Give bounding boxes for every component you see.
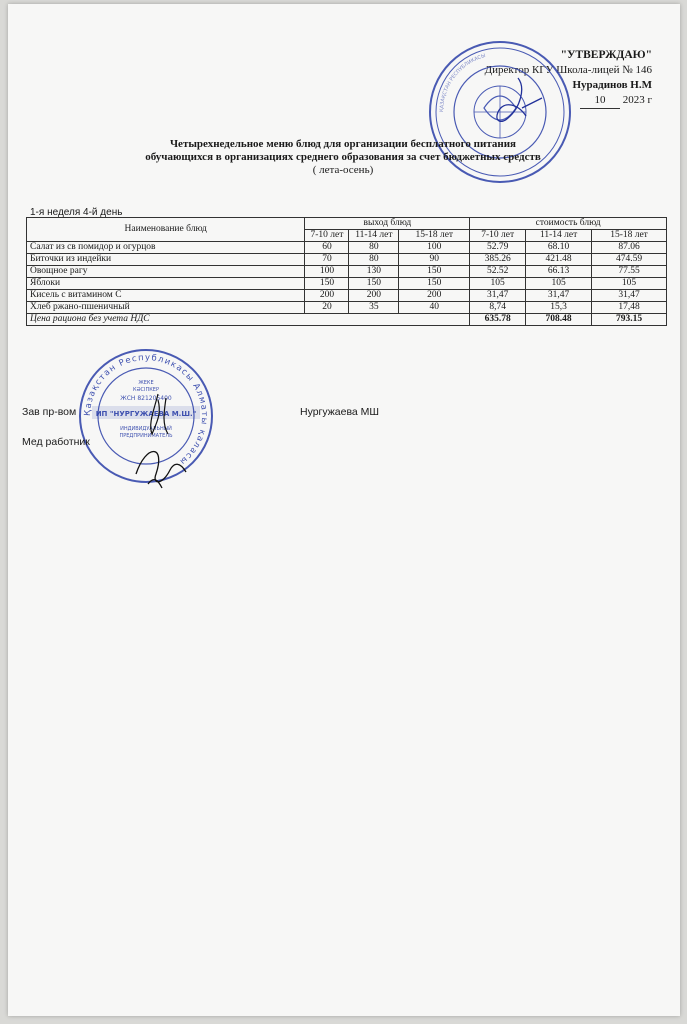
title-season: ( лета-осень) (312, 164, 374, 176)
title-line-2: обучающихся в организациях среднего образования за счет бюджетных средств (145, 151, 541, 163)
yield-cell: 150 (399, 278, 470, 290)
table-row (27, 278, 667, 290)
cost-cell: 15,3 (526, 302, 592, 314)
cost-cell: 8,74 (470, 302, 526, 314)
dish-name: Овощное рагу (27, 266, 305, 278)
week-day-label: 1-я неделя 4-й день (30, 207, 123, 218)
yield-cell: 80 (349, 254, 399, 266)
ip-seal-line4: ИНДИВИДУАЛЬНЫЙ (120, 426, 172, 432)
approval-date-year: 2023 г (622, 94, 652, 106)
approval-position: Директор КГУ Школа-лицей № 146 (484, 64, 652, 76)
table-row (27, 254, 667, 266)
cost-cell: 52.79 (470, 242, 526, 254)
table-total-row (27, 314, 667, 326)
cost-cell: 31,47 (470, 290, 526, 302)
yield-cell: 150 (305, 278, 349, 290)
medic-label: Мед работник (22, 436, 90, 448)
yield-cell: 70 (305, 254, 349, 266)
table-row (27, 302, 667, 314)
yield-cell: 130 (349, 266, 399, 278)
age-header: 15-18 лет (592, 230, 667, 242)
total-cell: 635.78 (470, 314, 526, 326)
cost-cell: 385.26 (470, 254, 526, 266)
total-cell: 793.15 (592, 314, 667, 326)
table-row (27, 266, 667, 278)
ip-seal-outer-text: Қазақстан Республикасы Алматы қаласы (82, 352, 210, 467)
age-header: 15-18 лет (399, 230, 470, 242)
dish-name: Хлеб ржано-пшеничный (27, 302, 305, 314)
cost-cell: 421.48 (526, 254, 592, 266)
cost-cell: 66.13 (526, 266, 592, 278)
table-header-row (27, 218, 667, 230)
cost-cell: 31,47 (592, 290, 667, 302)
table-row (27, 290, 667, 302)
director-signature (497, 78, 542, 121)
manager-label: Зав пр-вом (22, 406, 77, 418)
cost-cell: 52.52 (470, 266, 526, 278)
yield-cell: 200 (305, 290, 349, 302)
age-header: 11-14 лет (349, 230, 399, 242)
cost-cell: 105 (592, 278, 667, 290)
menu-table (26, 217, 667, 326)
manager-name: Нургужаева МШ (300, 406, 380, 418)
school-seal-text: ҚАЗАҚСТАН РЕСПУБЛИКАСЫ (438, 52, 487, 113)
ip-seal-banner: ИП "НУРГУЖАЕВА М.Ш." (95, 410, 197, 418)
age-header: 7-10 лет (305, 230, 349, 242)
cost-cell: 105 (526, 278, 592, 290)
dish-name: Салат из св помидор и огурцов (27, 242, 305, 254)
yield-cell: 100 (399, 242, 470, 254)
age-header: 11-14 лет (526, 230, 592, 242)
approval-heading: "УТВЕРЖДАЮ" (560, 49, 652, 61)
col-dish-name: Наименование блюд (27, 218, 305, 242)
yield-cell: 150 (399, 266, 470, 278)
medic-signature (126, 434, 196, 494)
col-group-cost: стоимость блюд (470, 218, 667, 230)
cost-cell: 31,47 (526, 290, 592, 302)
yield-cell: 100 (305, 266, 349, 278)
ip-seal-line3: ЖСН 821205400 (120, 395, 172, 402)
cost-cell: 77.55 (592, 266, 667, 278)
col-group-yield: выход блюд (305, 218, 470, 230)
approval-name: Нурадинов Н.М (572, 79, 652, 91)
cost-cell: 474.59 (592, 254, 667, 266)
table-row (27, 242, 667, 254)
ip-seal-line2: КӘСІПКЕР (133, 387, 159, 393)
yield-cell: 80 (349, 242, 399, 254)
title-line-1: Четырехнедельное меню блюд для организации бесплатного питания (169, 138, 516, 150)
dish-name: Биточки из индейки (27, 254, 305, 266)
age-header: 7-10 лет (470, 230, 526, 242)
total-label: Цена рациона без учета НДС (27, 314, 470, 326)
cost-cell: 87.06 (592, 242, 667, 254)
yield-cell: 150 (349, 278, 399, 290)
ip-seal-line5: ПРЕДПРИНИМАТЕЛЬ (119, 433, 173, 439)
yield-cell: 200 (399, 290, 470, 302)
yield-cell: 35 (349, 302, 399, 314)
cost-cell: 68.10 (526, 242, 592, 254)
yield-cell: 200 (349, 290, 399, 302)
yield-cell: 60 (305, 242, 349, 254)
yield-cell: 40 (399, 302, 470, 314)
document-title (108, 138, 578, 177)
yield-cell: 90 (399, 254, 470, 266)
ip-seal-line1: ЖЕКЕ (138, 380, 154, 386)
cost-cell: 17,48 (592, 302, 667, 314)
cost-cell: 105 (470, 278, 526, 290)
approval-date-day: 10 (580, 93, 620, 109)
dish-name: Яблоки (27, 278, 305, 290)
yield-cell: 20 (305, 302, 349, 314)
total-cell: 708.48 (526, 314, 592, 326)
dish-name: Кисель с витамином С (27, 290, 305, 302)
document-page (8, 4, 680, 1016)
